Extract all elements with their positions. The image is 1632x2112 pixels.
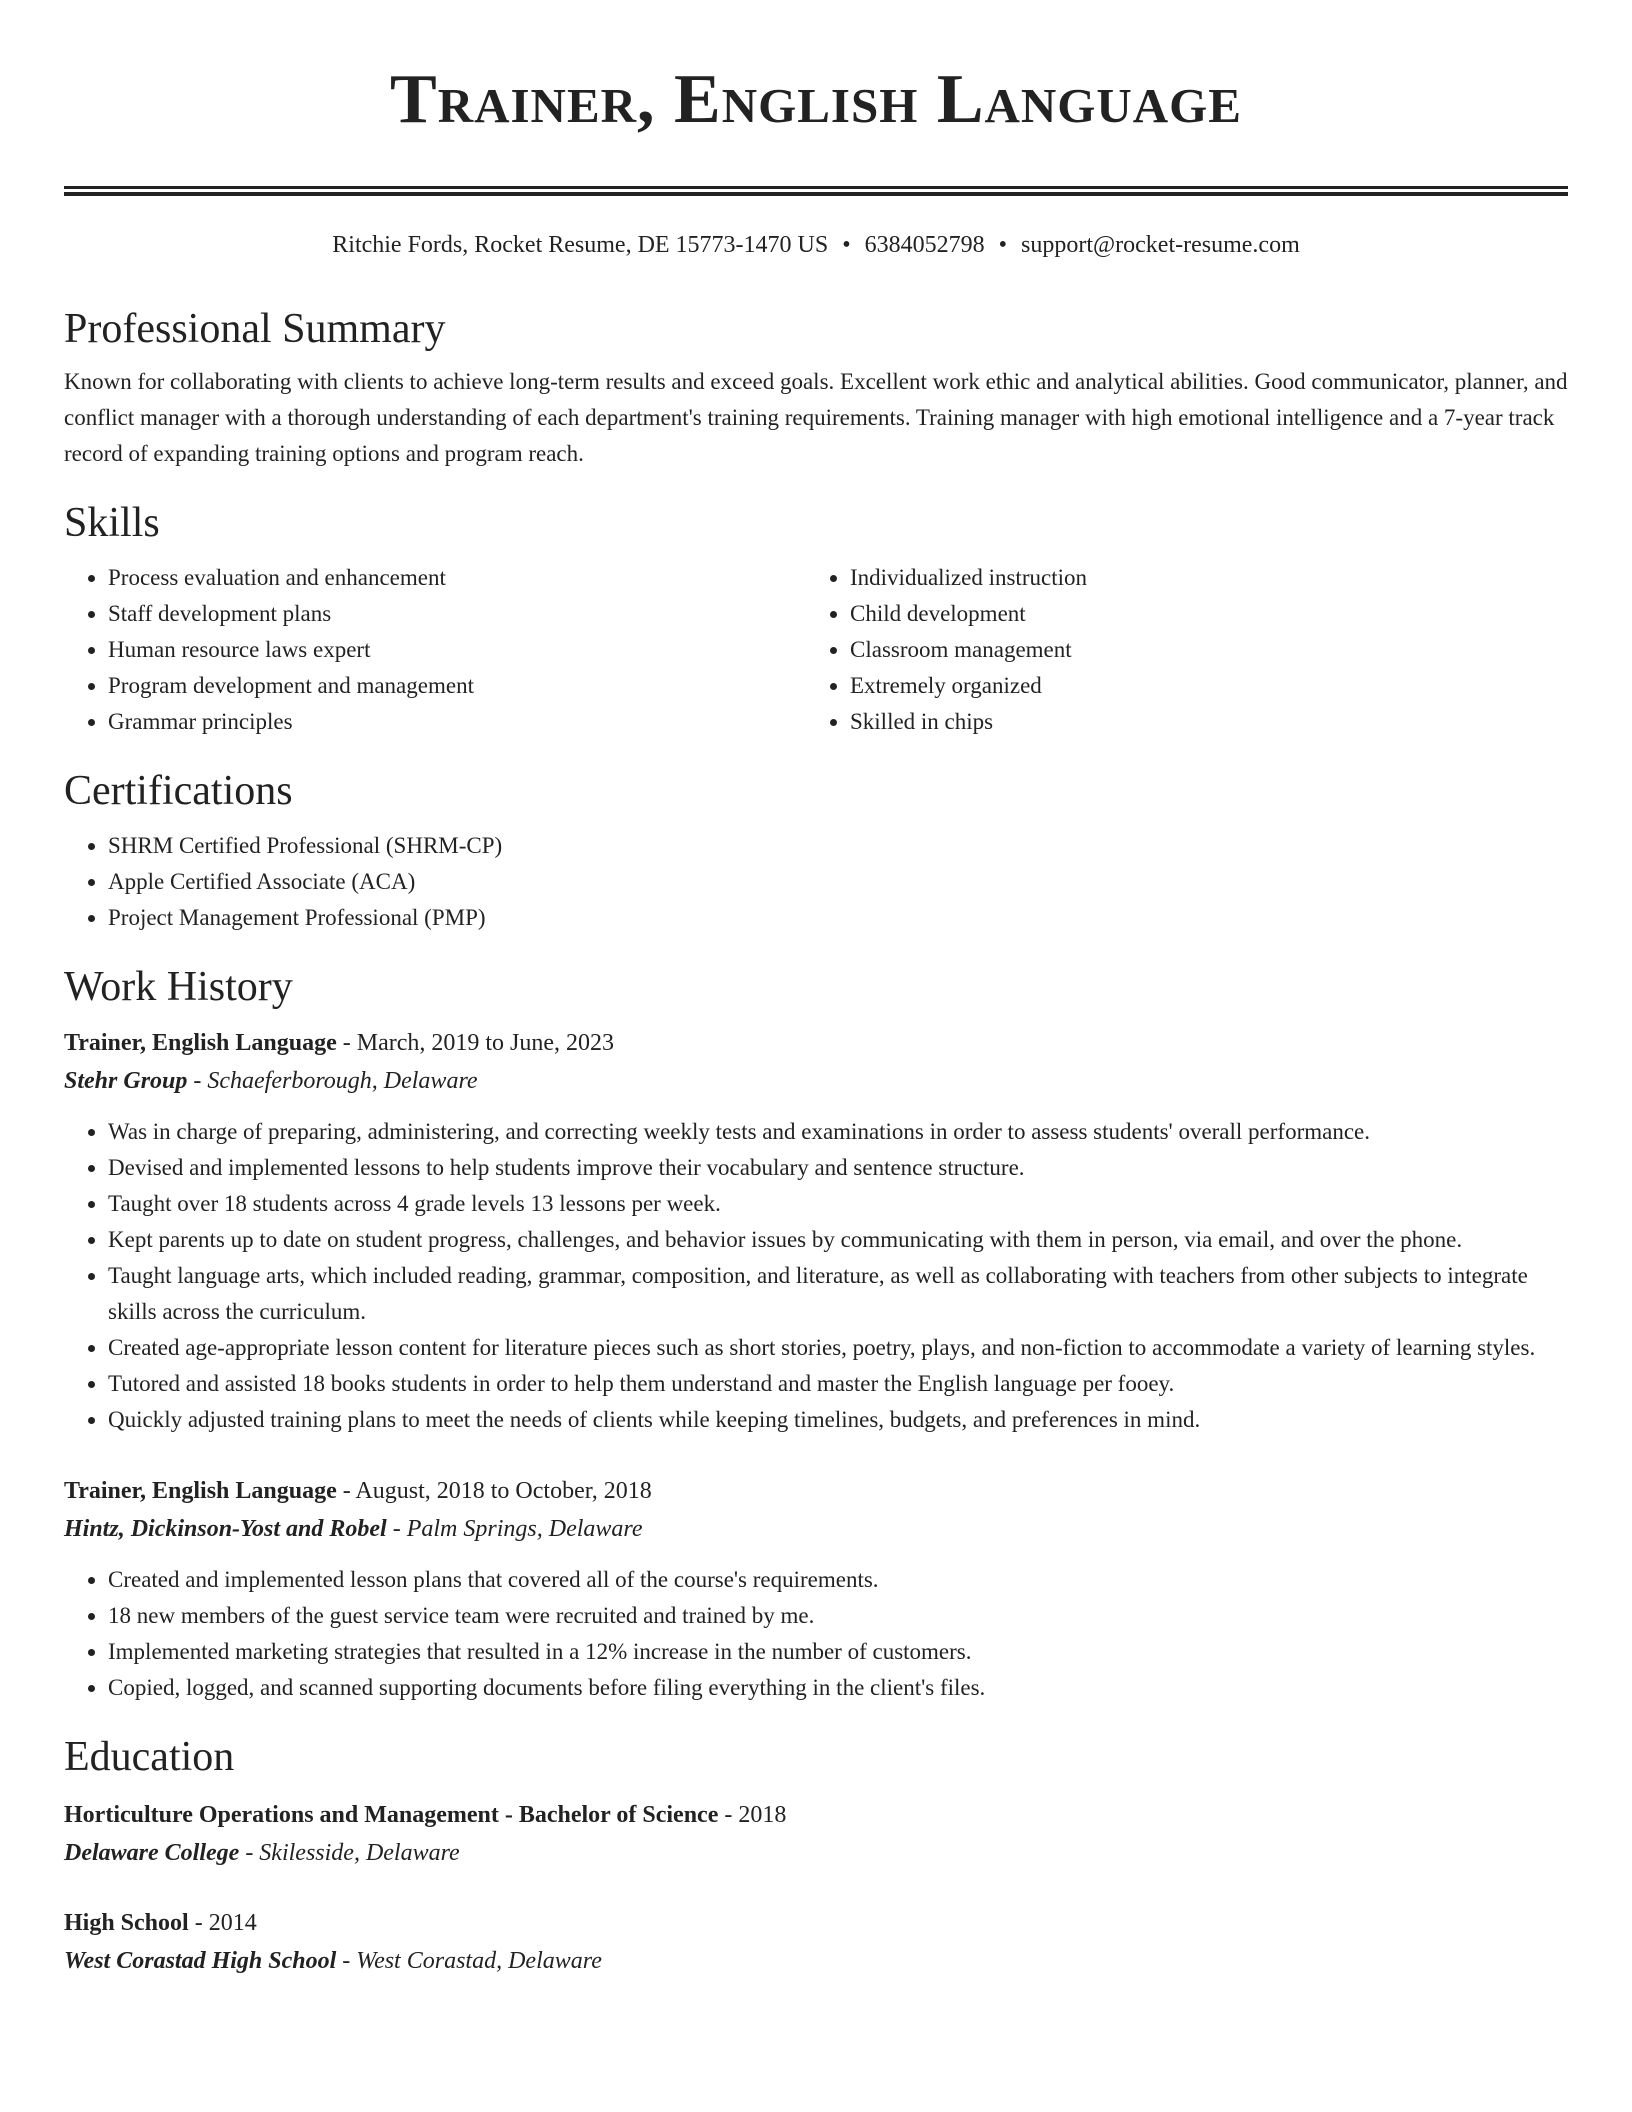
- job-bullet: • 18 new members of the guest service team were recruited and trained by me.: [108, 1598, 1568, 1634]
- job-company: Stehr Group: [64, 1068, 188, 1094]
- education-year: - 2014: [194, 1910, 257, 1936]
- education-degree: High School: [64, 1910, 189, 1936]
- job-bullet: • Taught over 18 students across 4 grade levels 13 lessons per week.: [108, 1186, 1568, 1222]
- education-location: - Skilesside, Delaware: [245, 1840, 460, 1866]
- job-bullets: [64, 1114, 1568, 1438]
- education-location: - West Corastad, Delaware: [342, 1948, 602, 1974]
- education-school-line: [64, 1834, 1568, 1872]
- skills-column-right: [806, 560, 1548, 740]
- skill-item: • Human resource laws expert: [108, 632, 806, 668]
- job-company-line: [64, 1062, 1568, 1100]
- skill-item: • Extremely organized: [850, 668, 1548, 704]
- certification-item: • Apple Certified Associate (ACA): [108, 864, 1568, 900]
- job-company: Hintz, Dickinson-Yost and Robel: [64, 1516, 387, 1542]
- job-header: [64, 1472, 1568, 1510]
- certification-item: • SHRM Certified Professional (SHRM-CP): [108, 828, 1568, 864]
- education-heading: Education: [64, 1734, 235, 1780]
- skills-column-left: [64, 560, 806, 740]
- skills-list: [64, 560, 1568, 740]
- job-bullet: • Kept parents up to date on student progress, challenges, and behavior issues by communicating with them in person, via email, and over the phone.: [108, 1222, 1568, 1258]
- job-entry: [64, 1024, 1568, 1438]
- job-header: [64, 1024, 1568, 1062]
- job-location: - Palm Springs, Delaware: [392, 1516, 643, 1542]
- job-bullet: • Copied, logged, and scanned supporting documents before filing everything in the client's files.: [108, 1670, 1568, 1706]
- education-school: Delaware College: [64, 1840, 240, 1866]
- job-dates: - March, 2019 to June, 2023: [342, 1030, 615, 1056]
- title-divider: [64, 186, 1568, 196]
- job-entry: [64, 1472, 1568, 1706]
- job-bullet: • Was in charge of preparing, administering, and correcting weekly tests and examinations in order to assess students' overall performance.: [108, 1114, 1568, 1150]
- job-bullet: • Tutored and assisted 18 books students in order to help them understand and master the English language per fooey.: [108, 1366, 1568, 1402]
- education-header: [64, 1904, 1568, 1942]
- education-year: - 2018: [724, 1802, 787, 1828]
- contact-email: support@rocket-resume.com: [1021, 232, 1300, 258]
- summary-heading: Professional Summary: [64, 306, 446, 352]
- work-history-heading: Work History: [64, 964, 293, 1010]
- job-dates: - August, 2018 to October, 2018: [342, 1478, 652, 1504]
- job-bullet: • Taught language arts, which included reading, grammar, composition, and literature, as well as collaborating with teachers from other subjects to integrate skills across the curriculum.: [108, 1258, 1568, 1330]
- resume-title: Trainer, English Language: [390, 61, 1242, 138]
- job-title: Trainer, English Language: [64, 1030, 337, 1056]
- contact-separator: •: [842, 232, 851, 258]
- certification-item: • Project Management Professional (PMP): [108, 900, 1568, 936]
- skill-item: • Skilled in chips: [850, 704, 1548, 740]
- contact-address: Ritchie Fords, Rocket Resume, DE 15773-1470 US: [332, 232, 829, 258]
- certifications-heading: Certifications: [64, 768, 293, 814]
- skill-item: • Grammar principles: [108, 704, 806, 740]
- job-bullet: • Devised and implemented lessons to help students improve their vocabulary and sentence structure.: [108, 1150, 1568, 1186]
- education-entry: [64, 1796, 1568, 1872]
- education-degree: Horticulture Operations and Management - Bachelor of Science: [64, 1802, 719, 1828]
- skill-item: • Classroom management: [850, 632, 1548, 668]
- resume-page: [64, 0, 1568, 1980]
- job-location: - Schaeferborough, Delaware: [193, 1068, 478, 1094]
- job-bullet: • Quickly adjusted training plans to meet the needs of clients while keeping timelines, budgets, and preferences in mind.: [108, 1402, 1568, 1438]
- certifications-list: [64, 828, 1568, 936]
- job-bullet: • Created and implemented lesson plans that covered all of the course's requirements.: [108, 1562, 1568, 1598]
- education-school: West Corastad High School: [64, 1948, 337, 1974]
- skill-item: • Program development and management: [108, 668, 806, 704]
- job-company-line: [64, 1510, 1568, 1548]
- skill-item: • Process evaluation and enhancement: [108, 560, 806, 596]
- contact-phone: 6384052798: [864, 232, 985, 258]
- skill-item: • Child development: [850, 596, 1548, 632]
- education-school-line: [64, 1942, 1568, 1980]
- contact-line: [64, 230, 1568, 260]
- skill-item: • Individualized instruction: [850, 560, 1548, 596]
- education-entry: [64, 1904, 1568, 1980]
- job-bullet: • Implemented marketing strategies that resulted in a 12% increase in the number of customers.: [108, 1634, 1568, 1670]
- job-title: Trainer, English Language: [64, 1478, 337, 1504]
- job-bullet: • Created age-appropriate lesson content for literature pieces such as short stories, poetry, plays, and non-fiction to accommodate a variety of learning styles.: [108, 1330, 1568, 1366]
- education-header: [64, 1796, 1568, 1834]
- skills-heading: Skills: [64, 500, 160, 546]
- skill-item: • Staff development plans: [108, 596, 806, 632]
- job-bullets: [64, 1562, 1568, 1706]
- contact-separator: •: [998, 232, 1008, 258]
- summary-text: Known for collaborating with clients to achieve long-term results and exceed goals. Excellent work ethic and analytical abilities. Good communicator, planner, and conflict manager with a thorough understanding of each department's training requirements. Training manager with high emotional intelligence and a 7-year track record of expanding training options and program reach.: [64, 369, 1568, 466]
